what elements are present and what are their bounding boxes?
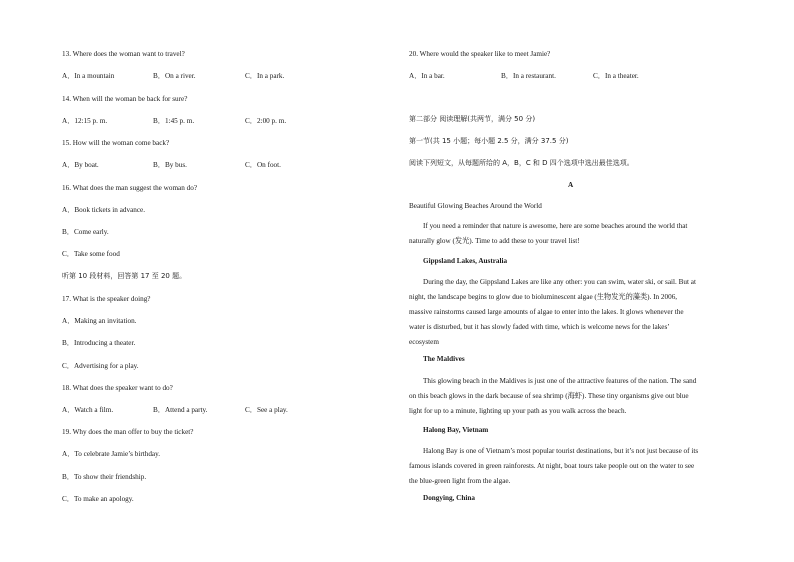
paragraph-line: light for up to a minute, lighting up your path as you walk across the beach. [409,407,627,415]
q14-option-b: B．1:45 p. m. [153,117,195,125]
paragraph-line: the blue-green light from the algae. [409,477,511,485]
q20-option-b: B．In a restaurant. [501,72,556,80]
paragraph-line: famous islands covered in green rainforests. At night, boat tours take people out on the water to see [409,462,695,470]
q15-option-b: B．By bus. [153,161,187,169]
q13-option-b: B．On a river. [153,72,196,80]
paragraph-line: This glowing beach in the Maldives is just one of the attractive features of the nation. The sand [423,377,697,385]
q16-option-c: C．Take some food [62,250,120,258]
q17-option-b: B．Introducing a theater. [62,339,136,347]
question-16: 16. What does the man suggest the woman do? [62,184,198,192]
q16-option-a: A．Book tickets in advance. [62,206,146,214]
reading-instruction: 阅读下列短文，从每题所给的 A，B，C 和 D 四个选项中选出最佳选项。 [409,159,634,167]
question-18: 18. What does the speaker want to do? [62,384,173,392]
q17-option-c: C．Advertising for a play. [62,362,139,370]
heading-dongying: Dongying, China [423,494,475,502]
paragraph-line: During the day, the Gippsland Lakes are like any other: you can swim, water ski, or sail. But at [423,278,696,286]
q14-option-c: C．2:00 p. m. [245,117,287,125]
paragraph-line: on this beach glows in the dark because of sea shrimp (海虾). These tiny organisms give out blue [409,392,689,400]
intro-paragraph [409,219,725,249]
paragraph-maldives [409,374,725,419]
question-20: 20. Where would the speaker like to meet Jamie? [409,50,551,58]
q20-option-c: C．In a theater. [593,72,639,80]
q13-option-a: A．In a mountain [62,72,115,80]
q15-option-a: A．By boat. [62,161,99,169]
paragraph-gippsland [409,275,725,350]
paragraph-line: ecosystem [409,338,439,346]
heading-gippsland: Gippsland Lakes, Australia [423,257,508,265]
q19-option-c: C．To make an apology. [62,495,134,503]
question-14: 14. When will the woman be back for sure? [62,95,188,103]
q18-option-a: A．Watch a film. [62,406,114,414]
q20-option-a: A．In a bar. [409,72,445,80]
question-15: 15. How will the woman come back? [62,139,170,147]
q19-option-b: B．To show their friendship. [62,473,147,481]
heading-halong: Halong Bay, Vietnam [423,426,489,434]
intro-line: If you need a reminder that nature is awesome, here are some beaches around the world that [423,222,688,230]
q18-option-b: B．Attend a party. [153,406,208,414]
q19-option-a: A．To celebrate Jamie’s birthday. [62,450,161,458]
passage-letter: A [568,181,574,189]
paragraph-line: night, the landscape begins to glow due to bioluminescent algae (生物发光的藻类). In 2006, [409,293,678,301]
paragraph-line: Halong Bay is one of Vietnam’s most popular tourist destinations, but it’s not just because of its [423,447,699,455]
passage-title: Beautiful Glowing Beaches Around the World [409,202,542,210]
section-note: 听第 10 段材料，回答第 17 至 20 题。 [62,272,187,280]
intro-line: naturally glow (发光). Time to add these to your travel list! [409,237,580,245]
paragraph-line: massive rainstorms caused large amounts of algae to enter into the lakes. It glows whenever the [409,308,684,316]
q13-option-c: C．In a park. [245,72,285,80]
q17-option-a: A．Making an invitation. [62,317,137,325]
section-one-heading: 第一节(共 15 小题；每小题 2.5 分，满分 37.5 分) [409,137,569,145]
heading-maldives: The Maldives [423,355,465,363]
q16-option-b: B．Come early. [62,228,109,236]
part-two-heading: 第二部分 阅读理解(共两节，满分 50 分) [409,115,536,123]
question-17: 17. What is the speaker doing? [62,295,151,303]
q14-option-a: A．12:15 p. m. [62,117,108,125]
question-13: 13. Where does the woman want to travel? [62,50,185,58]
paragraph-halong [409,444,725,489]
paragraph-line: water is disturbed, but it has slowly faded with time, which is welcome news for the lakes’ [409,323,670,331]
q18-option-c: C．See a play. [245,406,288,414]
q15-option-c: C．On foot. [245,161,281,169]
question-19: 19. Why does the man offer to buy the ticket? [62,428,194,436]
